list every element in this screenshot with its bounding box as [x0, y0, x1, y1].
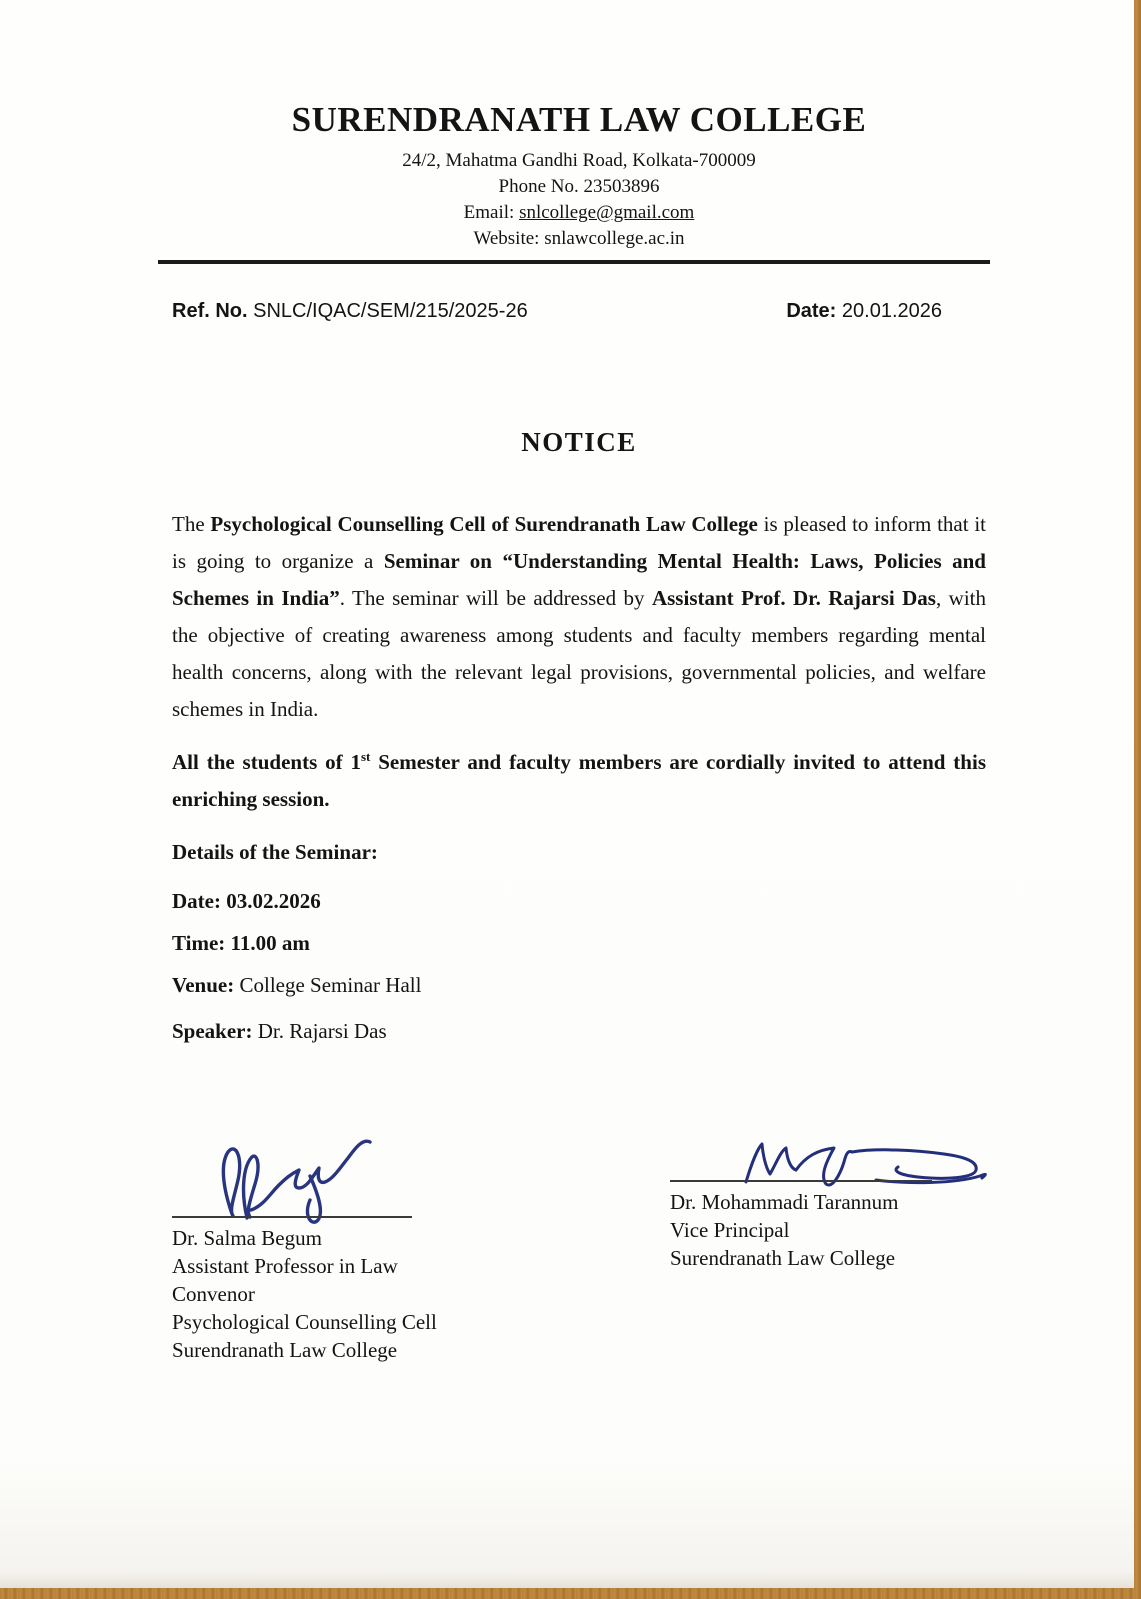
signatory-name: Dr. Mohammadi Tarannum	[670, 1190, 899, 1214]
signatory-right-details	[670, 1188, 986, 1272]
signature-line-right	[670, 1180, 932, 1182]
email-label: Email:	[463, 202, 520, 223]
college-email-line	[172, 200, 986, 226]
signature-line-left	[172, 1216, 412, 1218]
notice-title: NOTICE	[521, 427, 637, 457]
seminar-details-heading: Details of the Seminar:	[172, 840, 378, 864]
signatory-role: Convenor	[172, 1282, 255, 1306]
college-phone: Phone No. 23503896	[498, 176, 660, 197]
ref-date-row	[172, 300, 986, 323]
letterhead-divider	[158, 260, 990, 264]
signatory-institution: Surendranath Law College	[172, 1338, 398, 1362]
seminar-date: Date: 03.02.2026	[172, 889, 321, 913]
signatory-name: Dr. Salma Begum	[172, 1226, 322, 1250]
notice-paragraph-1: The Psychological Counselling Cell of Surendranath Law College is pleased to inform that it is going to organize a Seminar on “Understanding Mental Health: Laws, Policies and Schemes in India”. The seminar will be addressed by Assistant Prof. Dr. Rajarsi Das, with the objective of creating awareness among students and faculty members regarding mental health concerns, along with the relevant legal provisions, governmental policies, and welfare schemes in India.	[172, 512, 986, 721]
signature-block-vice-principal	[670, 1130, 986, 1364]
college-website-line	[172, 226, 986, 252]
college-name: SURENDRANATH LAW COLLEGE	[291, 100, 867, 139]
handwritten-signature-salma-begum	[194, 1130, 404, 1230]
reference-number: Ref. No. SNLC/IQAC/SEM/215/2025-26	[172, 300, 528, 322]
notice-date: Date: 20.01.2026	[786, 300, 942, 322]
signatory-left-details	[172, 1224, 512, 1364]
seminar-time: Time: 11.00 am	[172, 931, 310, 955]
website-label: Website:	[473, 228, 545, 249]
signatory-institution: Surendranath Law College	[670, 1246, 896, 1270]
college-address: 24/2, Mahatma Gandhi Road, Kolkata-700009	[402, 150, 756, 171]
seminar-venue: Venue: College Seminar Hall	[172, 973, 422, 997]
letterhead	[172, 0, 986, 264]
handwritten-signature-mohammadi-tarannum	[726, 1130, 991, 1196]
signatory-cell: Psychological Counselling Cell	[172, 1310, 437, 1334]
signature-section	[172, 1130, 986, 1364]
college-email: snlcollege@gmail.com	[519, 202, 695, 223]
signature-block-convenor	[172, 1130, 512, 1364]
seminar-speaker: Speaker: Dr. Rajarsi Das	[172, 1019, 387, 1043]
signatory-title: Vice Principal	[670, 1218, 790, 1242]
notice-paragraph-2: All the students of 1st Semester and faculty members are cordially invited to attend this enriching session.	[172, 749, 986, 811]
signatory-title: Assistant Professor in Law	[172, 1254, 398, 1278]
college-website: snlawcollege.ac.in	[544, 228, 685, 249]
